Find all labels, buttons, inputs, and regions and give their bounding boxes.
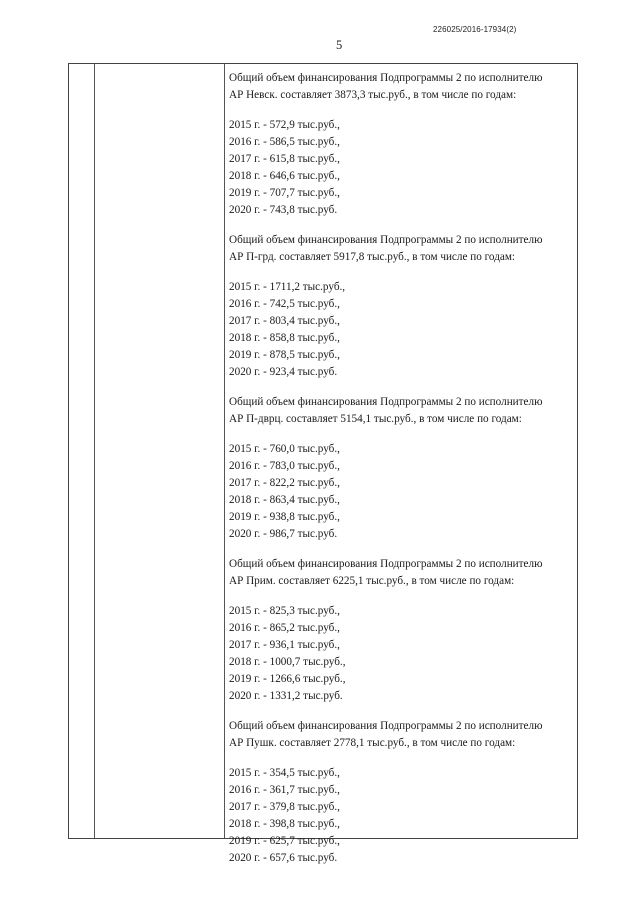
year-amount: 2018 г. - 863,4 тыс.руб., bbox=[229, 494, 340, 506]
year-amount: 2018 г. - 646,6 тыс.руб., bbox=[229, 170, 340, 182]
financing-block-p-grd bbox=[229, 232, 574, 381]
year-amount: 2020 г. - 923,4 тыс.руб. bbox=[229, 366, 338, 378]
year-amount: 2017 г. - 803,4 тыс.руб., bbox=[229, 315, 340, 327]
year-amount: 2018 г. - 858,8 тыс.руб., bbox=[229, 332, 340, 344]
financing-content bbox=[229, 70, 574, 880]
year-amount: 2015 г. - 572,9 тыс.руб., bbox=[229, 119, 340, 131]
year-amount: 2019 г. - 878,5 тыс.руб., bbox=[229, 349, 340, 361]
year-amount: 2016 г. - 865,2 тыс.руб., bbox=[229, 622, 340, 634]
summary-line-1: Общий объем финансирования Подпрограммы 2 по исполнителю bbox=[229, 234, 543, 246]
summary-line-2: АР П-дврц. составляет 5154,1 тыс.руб., в том числе по годам: bbox=[229, 412, 522, 425]
year-amount: 2017 г. - 936,1 тыс.руб., bbox=[229, 639, 340, 651]
year-amount: 2016 г. - 783,0 тыс.руб., bbox=[229, 460, 340, 472]
year-amount: 2016 г. - 586,5 тыс.руб., bbox=[229, 136, 340, 148]
summary-line-1: Общий объем финансирования Подпрограммы 2 по исполнителю bbox=[229, 558, 543, 570]
summary-line-1: Общий объем финансирования Подпрограммы 2 по исполнителю bbox=[229, 396, 543, 408]
financing-summary bbox=[229, 70, 574, 103]
year-amount: 2019 г. - 707,7 тыс.руб., bbox=[229, 187, 340, 199]
summary-line-2: АР Невск. составляет 3873,3 тыс.руб., в том числе по годам: bbox=[229, 88, 517, 101]
year-amount: 2018 г. - 1000,7 тыс.руб., bbox=[229, 656, 346, 668]
summary-line-2: АР П-грд. составляет 5917,8 тыс.руб., в том числе по годам: bbox=[229, 250, 516, 263]
financing-block-prim bbox=[229, 556, 574, 705]
year-amount: 2019 г. - 938,8 тыс.руб., bbox=[229, 511, 340, 523]
year-amount: 2020 г. - 986,7 тыс.руб. bbox=[229, 528, 338, 540]
year-amount: 2019 г. - 625,7 тыс.руб., bbox=[229, 835, 340, 847]
year-amount: 2015 г. - 760,0 тыс.руб., bbox=[229, 443, 340, 455]
financing-summary bbox=[229, 718, 574, 751]
year-amount: 2017 г. - 615,8 тыс.руб., bbox=[229, 153, 340, 165]
year-amount: 2019 г. - 1266,6 тыс.руб., bbox=[229, 673, 346, 685]
financing-block-pushk bbox=[229, 718, 574, 867]
year-amount: 2017 г. - 379,8 тыс.руб., bbox=[229, 801, 340, 813]
year-amount: 2020 г. - 743,8 тыс.руб. bbox=[229, 204, 338, 216]
summary-line-2: АР Пушк. составляет 2778,1 тыс.руб., в том числе по годам: bbox=[229, 736, 516, 749]
year-amount: 2020 г. - 1331,2 тыс.руб. bbox=[229, 690, 343, 702]
summary-line-2: АР Прим. составляет 6225,1 тыс.руб., в том числе по годам: bbox=[229, 574, 515, 587]
column-divider-1 bbox=[94, 64, 95, 838]
year-amount: 2018 г. - 398,8 тыс.руб., bbox=[229, 818, 340, 830]
year-amount: 2017 г. - 822,2 тыс.руб., bbox=[229, 477, 340, 489]
financing-summary bbox=[229, 232, 574, 265]
year-amount: 2020 г. - 657,6 тыс.руб. bbox=[229, 852, 338, 864]
year-amount: 2015 г. - 354,5 тыс.руб., bbox=[229, 767, 340, 779]
year-amount: 2015 г. - 825,3 тыс.руб., bbox=[229, 605, 340, 617]
document-id: 226025/2016-17934(2) bbox=[433, 25, 517, 34]
year-amount: 2016 г. - 742,5 тыс.руб., bbox=[229, 298, 340, 310]
financing-block-nevsk bbox=[229, 70, 574, 219]
summary-line-1: Общий объем финансирования Подпрограммы 2 по исполнителю bbox=[229, 720, 543, 732]
year-amount: 2016 г. - 361,7 тыс.руб., bbox=[229, 784, 340, 796]
year-amount: 2015 г. - 1711,2 тыс.руб., bbox=[229, 281, 346, 293]
financing-summary bbox=[229, 394, 574, 427]
summary-line-1: Общий объем финансирования Подпрограммы 2 по исполнителю bbox=[229, 72, 543, 84]
page-number: 5 bbox=[336, 38, 343, 52]
financing-summary bbox=[229, 556, 574, 589]
financing-block-p-dvrts bbox=[229, 394, 574, 543]
column-divider-2 bbox=[224, 64, 225, 838]
